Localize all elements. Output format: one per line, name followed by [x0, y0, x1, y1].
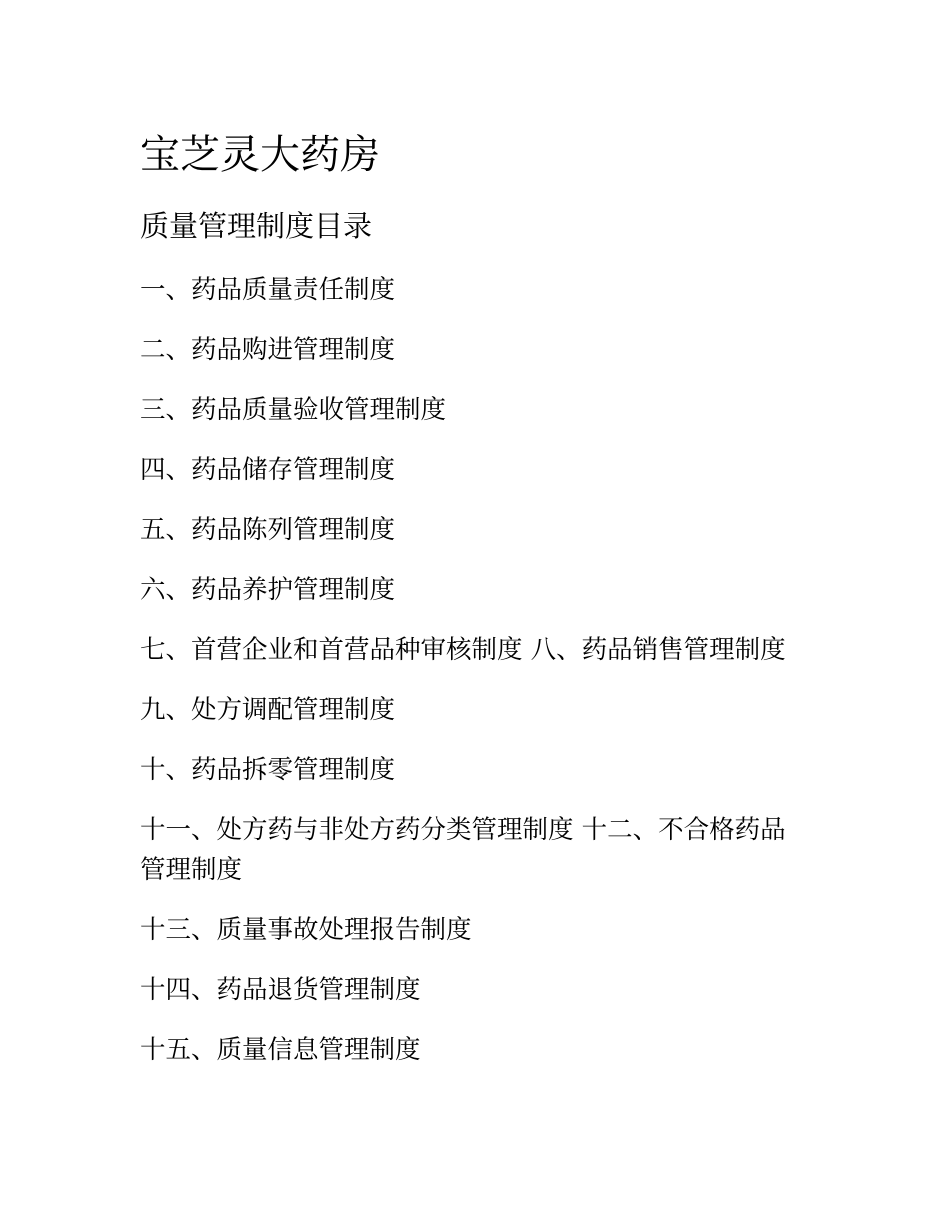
toc-item: 十四、药品退货管理制度: [140, 975, 421, 1005]
table-of-contents: [140, 270, 800, 1090]
toc-item: 六、药品养护管理制度: [140, 575, 396, 605]
toc-item: 二、药品购进管理制度: [140, 335, 396, 365]
toc-item: 十一、处方药与非处方药分类管理制度 十二、不合格药品管理制度: [140, 815, 786, 885]
toc-item: 十三、质量事故处理报告制度: [140, 915, 472, 945]
toc-item: 十五、质量信息管理制度: [140, 1035, 421, 1065]
toc-item: 九、处方调配管理制度: [140, 695, 396, 725]
toc-item: 五、药品陈列管理制度: [140, 515, 396, 545]
toc-item: 十、药品拆零管理制度: [140, 755, 396, 785]
document-title: 宝芝灵大药房: [140, 132, 380, 178]
toc-item: 一、药品质量责任制度: [140, 275, 396, 305]
toc-item: 七、首营企业和首营品种审核制度 八、药品销售管理制度: [140, 635, 786, 665]
document-subtitle: 质量管理制度目录: [140, 209, 373, 243]
toc-item: 四、药品储存管理制度: [140, 455, 396, 485]
toc-item: 三、药品质量验收管理制度: [140, 395, 447, 425]
